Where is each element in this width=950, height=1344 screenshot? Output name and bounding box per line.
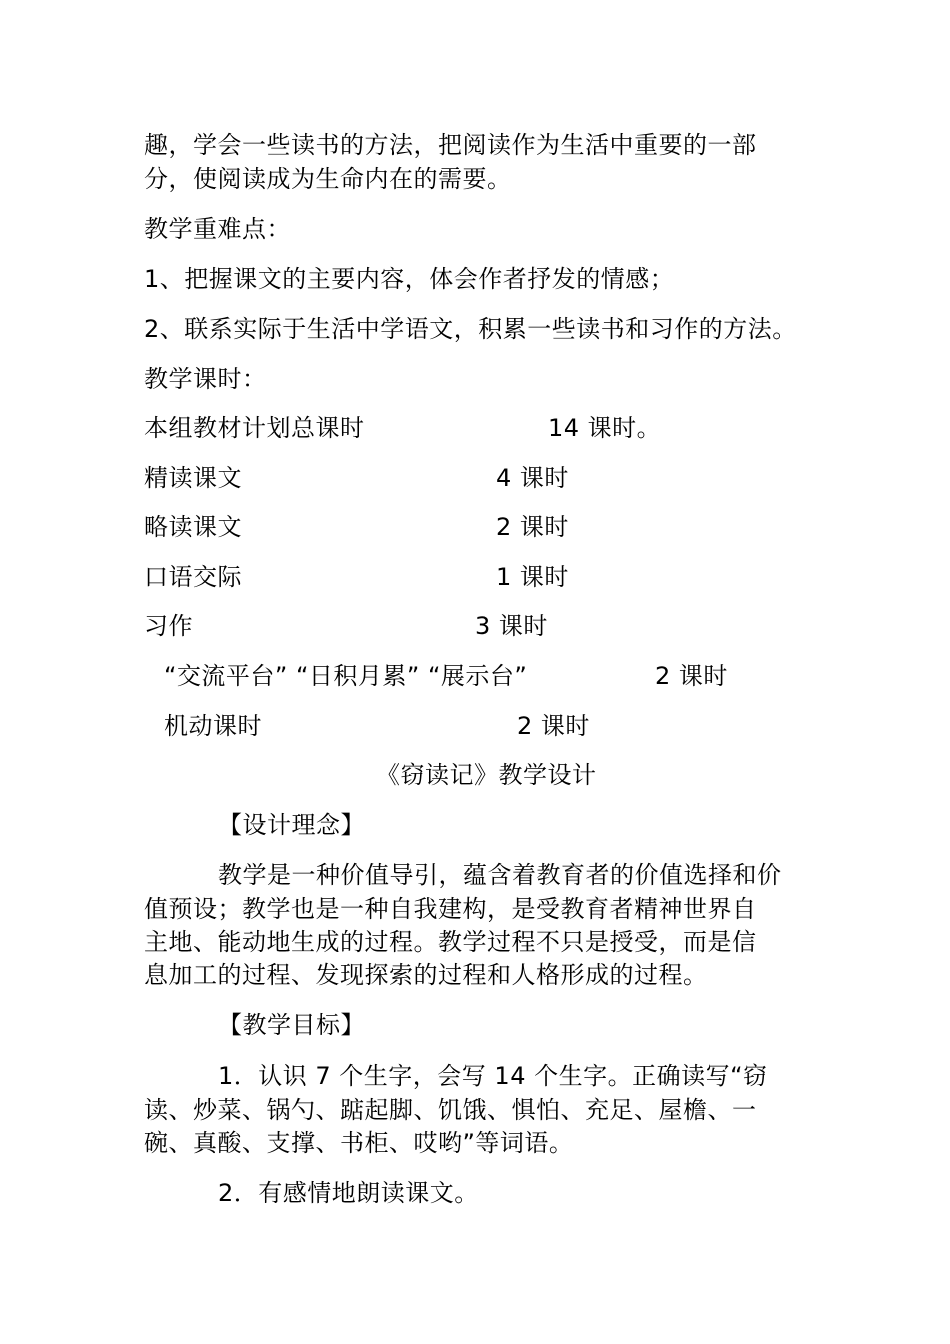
schedule-row-value: 1 课时 (496, 563, 569, 591)
schedule-row-label: 习作 (144, 612, 193, 640)
goal-line: 读、炒菜、锅勺、踮起脚、饥饿、惧怕、充足、屋檐、一 (144, 1096, 757, 1124)
design-title: 《窃读记》教学设计 (376, 761, 597, 789)
concept-heading: 【设计理念】 (218, 811, 365, 839)
goal-line: 2．有感情地朗读课文。 (218, 1179, 479, 1207)
goal-line: 1．认识 7 个生字，会写 14 个生字。正确读写“窃 (218, 1062, 768, 1090)
concept-line: 值预设；教学也是一种自我建构，是受教育者精神世界自 (144, 895, 757, 923)
schedule-row-label: 口语交际 (144, 563, 242, 591)
schedule-heading: 教学课时： (144, 365, 267, 393)
key-point-item-1: 1、把握课文的主要内容，体会作者抒发的情感； (144, 265, 675, 293)
intro-line-1: 趣，学会一些读书的方法，把阅读作为生活中重要的一部 (144, 131, 757, 159)
concept-line: 息加工的过程、发现探索的过程和人格形成的过程。 (144, 961, 708, 989)
schedule-row-label: 精读课文 (144, 464, 242, 492)
schedule-row-value: 2 课时 (655, 662, 728, 690)
schedule-row-value: 2 课时 (496, 513, 569, 541)
goal-line: 碗、真酸、支撑、书柜、哎哟”等词语。 (144, 1129, 574, 1157)
key-points-heading: 教学重难点： (144, 215, 291, 243)
intro-line-2: 分，使阅读成为生命内在的需要。 (144, 165, 512, 193)
schedule-row-label: 本组教材计划总课时 (144, 414, 365, 442)
schedule-row-value: 14 课时。 (548, 414, 662, 442)
schedule-row-label: 机动课时 (164, 712, 262, 740)
schedule-row-label: 略读课文 (144, 513, 242, 541)
concept-line: 主地、能动地生成的过程。教学过程不只是授受，而是信 (144, 928, 757, 956)
goals-heading: 【教学目标】 (218, 1011, 365, 1039)
schedule-row-label: “交流平台” “日积月累” “展示台” (164, 662, 528, 690)
schedule-row-value: 4 课时 (496, 464, 569, 492)
schedule-row-value: 3 课时 (475, 612, 548, 640)
key-point-item-2: 2、联系实际于生活中学语文，积累一些读书和习作的方法。 (144, 315, 797, 343)
concept-line: 教学是一种价值导引，蕴含着教育者的价值选择和价 (218, 861, 782, 889)
schedule-row-value: 2 课时 (517, 712, 590, 740)
